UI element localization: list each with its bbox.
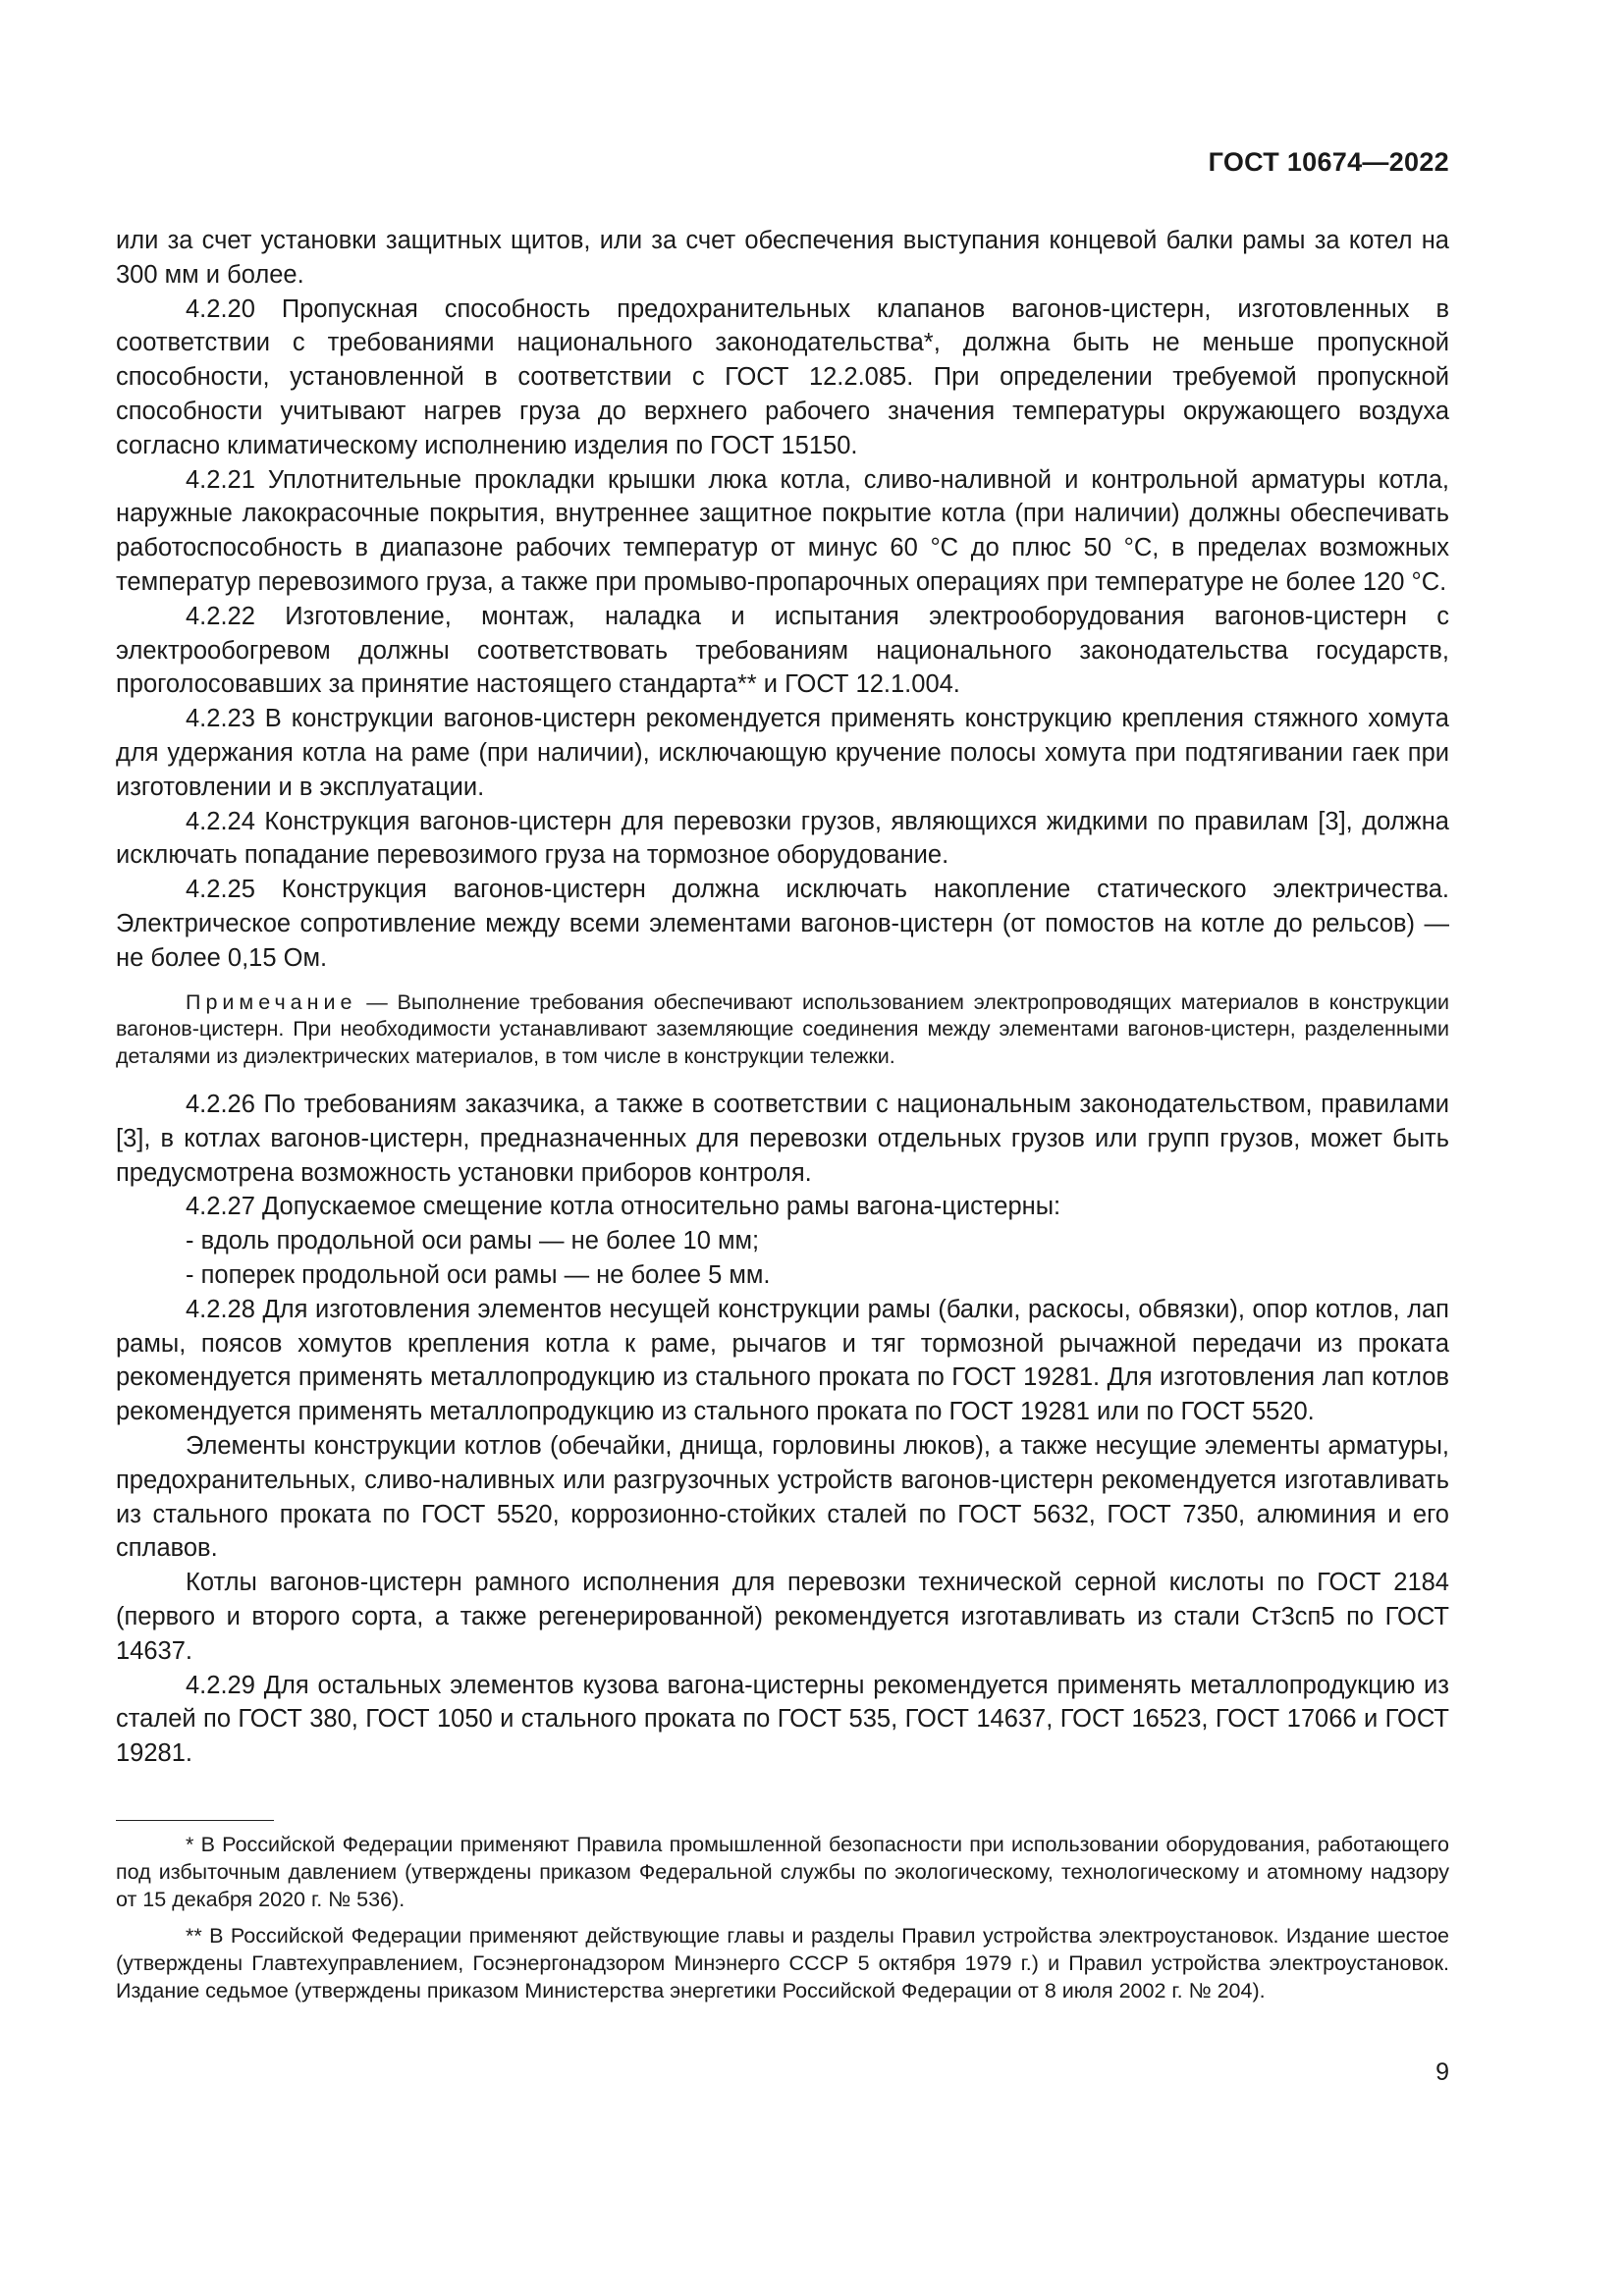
footnote-divider [116, 1820, 274, 1821]
paragraph-4-2-29: 4.2.29 Для остальных элементов кузова вагона-цистерны рекомендуется применять металлопродукцию из сталей по ГОСТ 380, ГОСТ 1050 и стального проката по ГОСТ 535, ГОСТ 14637, ГОСТ 16523, ГОСТ 17066 и ГОСТ 19281. [116, 1671, 1449, 1768]
list-item: - поперек продольной оси рамы — не более 5 мм. [186, 1261, 771, 1290]
note-label: Примечание [186, 989, 357, 1014]
paragraph-4-2-23: 4.2.23 В конструкции вагонов-цистерн рекомендуется применять конструкцию крепления стяжного хомута для удержания котла на раме (при наличии), исключающую кручение полосы хомута при подтягивании гаек при изготовлении и в эксплуатации. [116, 705, 1449, 801]
paragraph-4-2-27: 4.2.27 Допускаемое смещение котла относительно рамы вагона-цистерны: [186, 1193, 1061, 1221]
page-number: 9 [1435, 2058, 1449, 2086]
paragraph-4-2-26: 4.2.26 По требованиям заказчика, а также в соответствии с национальным законодательством, правилами [3], в котлах вагонов-цистерн, предназначенных для перевозки отдельных грузов или групп грузов, может быть предусмотрена возможность установки приборов контроля. [116, 1091, 1449, 1187]
document-header: ГОСТ 10674—2022 [1208, 147, 1449, 177]
paragraph-4-2-21: 4.2.21 Уплотнительные прокладки крышки люка котла, сливо-наливной и контрольной арматуры котла, наружные лакокрасочные покрытия, внутреннее защитное покрытие котла (при наличии) должны обеспечивать работоспособность в диапазоне рабочих температур от минус 60 °С до плюс 50 °С, в пределах возможных температур перевозимого груза, а также при промыво-пропарочных операциях при температуре не более 120 °С. [116, 465, 1449, 596]
paragraph: или за счет установки защитных щитов, или за счет обеспечения выступания концевой балки рамы за котел на 300 мм и более. [116, 227, 1449, 289]
paragraph-4-2-25: 4.2.25 Конструкция вагонов-цистерн должна исключать накопление статического электричества. Электрическое сопротивление между всеми элементами вагонов-цистерн (от помостов на котле до рельсов) — не более 0,15 Ом. [116, 876, 1449, 972]
note-block [116, 989, 1449, 1071]
paragraph-4-2-28: 4.2.28 Для изготовления элементов несущей конструкции рамы (балки, раскосы, обвязки), опор котлов, лап рамы, поясов хомутов крепления котла к раме, рычагов и тяг тормозной рычажной передачи из проката рекомендуется применять металлопродукцию из стального проката по ГОСТ 19281. Для изготовления лап котлов рекомендуется применять металлопродукцию из стального проката по ГОСТ 19281 или по ГОСТ 5520. [116, 1295, 1449, 1426]
note-text: — Выполнение требования обеспечивают использованием электропроводящих материалов в конструкции вагонов-цистерн. При необходимости устанавливают заземляющие соединения между элементами вагонов-цистерн, разделенными деталями из диэлектрических материалов, в том числе в конструкции тележки. [116, 989, 1449, 1068]
document-body [116, 224, 1449, 1771]
paragraph-4-2-24: 4.2.24 Конструкция вагонов-цистерн для перевозки грузов, являющихся жидкими по правилам [3], должна исключать попадание перевозимого груза на тормозное оборудование. [116, 807, 1449, 870]
footnote-2: ** В Российской Федерации применяют действующие главы и разделы Правил устройства электроустановок. Издание шестое (утверждены Главтехуправлением, Госэнергонадзором Минэнерго СССР 5 октября 1979 г.) и Правил устройства электроустановок. Издание седьмое (утверждены приказом Министерства энергетики Российской Федерации от 8 июля 2002 г. № 204). [116, 1924, 1449, 2002]
list-item: - вдоль продольной оси рамы — не более 10 мм; [186, 1227, 760, 1255]
paragraph: Элементы конструкции котлов (обечайки, днища, горловины люков), а также несущие элементы арматуры, предохранительных, сливо-наливных или разгрузочных устройств вагонов-цистерн рекомендуется изготавливать из стального проката по ГОСТ 5520, коррозионно-стойких сталей по ГОСТ 5632, ГОСТ 7350, алюминия и его сплавов. [116, 1432, 1449, 1563]
footnote-1: * В Российской Федерации применяют Правила промышленной безопасности при использовании оборудования, работающего под избыточным давлением (утверждены приказом Федеральной службы по экологическому, технологическому и атомному надзору от 15 декабря 2020 г. № 536). [116, 1833, 1449, 1911]
footnotes [116, 1832, 1449, 2015]
paragraph-4-2-20: 4.2.20 Пропускная способность предохранительных клапанов вагонов-цистерн, изготовленных в соответствии с требованиями национального законодательства*, должна быть не меньше пропускной способности, установленной в соответствии с ГОСТ 12.2.085. При определении требуемой пропускной способности учитывают нагрев груза до верхнего рабочего значения температуры окружающего воздуха согласно климатическому исполнению изделия по ГОСТ 15150. [116, 294, 1449, 459]
paragraph-4-2-22: 4.2.22 Изготовление, монтаж, наладка и испытания электрооборудования вагонов-цистерн с электрообогревом должны соответствовать требованиям национального законодательства государств, проголосовавших за принятие настоящего стандарта** и ГОСТ 12.1.004. [116, 602, 1449, 699]
paragraph: Котлы вагонов-цистерн рамного исполнения для перевозки технической серной кислоты по ГОСТ 2184 (первого и второго сорта, а также регенерированной) рекомендуется изготавливать из стали Ст3сп5 по ГОСТ 14637. [116, 1569, 1449, 1665]
